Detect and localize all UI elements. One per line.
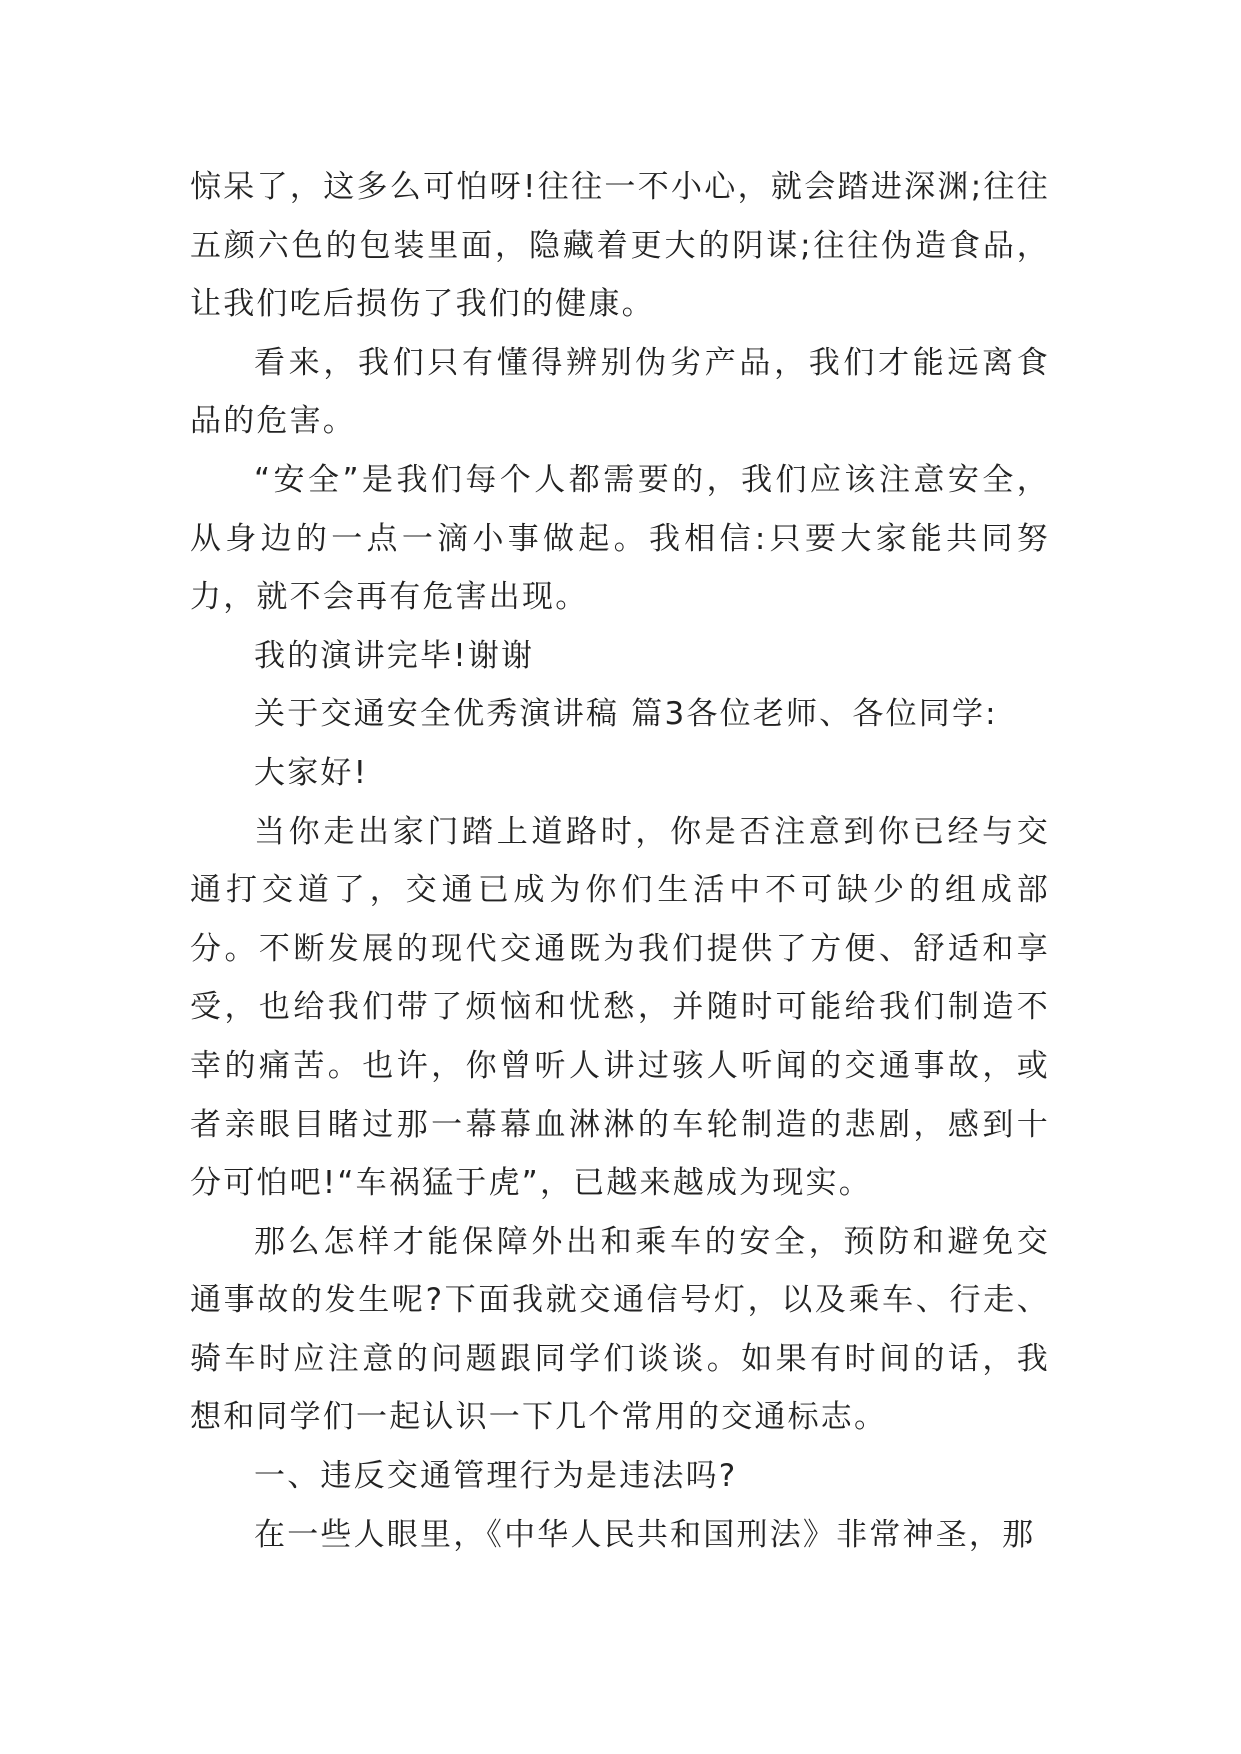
paragraph-7: 当你走出家门踏上道路时，你是否注意到你已经与交通打交道了，交通已成为你们生活中不可缺少的组成部分。不断发展的现代交通既为我们提供了方便、舒适和享受，也给我们带了烦恼和忧愁，并随时可能给我们制造不幸的痛苦。也许，你曾听人讲过骇人听闻的交通事故，或者亲眼目睹过那一幕幕血淋淋的车轮制造的悲剧，感到十分可怕吧!“车祸猛于虎”，已越来越成为现实。: [190, 813, 1050, 1202]
paragraph-3: “安全”是我们每个人都需要的，我们应该注意安全，从身边的一点一滴小事做起。我相信:只要大家能共同努力，就不会再有危害出现。: [190, 461, 1050, 616]
paragraph-8: 那么怎样才能保障外出和乘车的安全，预防和避免交通事故的发生呢?下面我就交通信号灯，以及乘车、行走、骑车时应注意的问题跟同学们谈谈。如果有时间的话，我想和同学们一起认识一下几个常用的交通标志。: [190, 1223, 1050, 1436]
paragraph-4: 我的演讲完毕!谢谢: [254, 637, 535, 674]
paragraph-10: 在一些人眼里，《中华人民共和国刑法》非常神圣，那: [254, 1516, 1036, 1553]
subheading-1: 一、违反交通管理行为是违法吗?: [254, 1458, 738, 1495]
section-heading: 关于交通安全优秀演讲稿 篇3各位老师、各位同学:: [254, 696, 998, 733]
paragraph-2: 看来，我们只有懂得辨别伪劣产品，我们才能远离食品的危害。: [190, 344, 1050, 440]
greeting: 大家好!: [254, 754, 369, 791]
paragraph-1: 惊呆了，这多么可怕呀!往往一不小心，就会踏进深渊;往往五颜六色的包装里面，隐藏着更大的阴谋;往往伪造食品，让我们吃后损伤了我们的健康。: [190, 169, 1050, 323]
document-body: [190, 158, 1050, 1564]
